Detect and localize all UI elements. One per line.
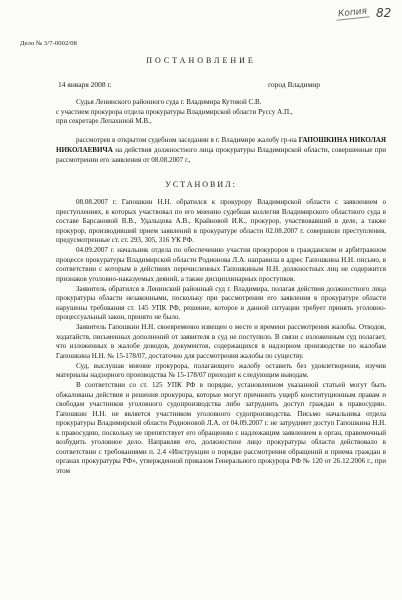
document-date: 14 января 2008 г.: [58, 80, 112, 89]
intro-block: [56, 98, 386, 165]
judge-line: Судья Ленинского районного суда г. Владимира Кутовой С.В.: [76, 98, 262, 106]
paragraph: Суд, выслушав мнение прокурора, полагающего жалобу оставить без удовлетворения, изучив материалы надзорного производства № 15-178/07 приходит к следующим выводам.: [56, 361, 386, 379]
section-heading: УСТАНОВИЛ:: [165, 180, 237, 189]
case-number: Дело № 3/7-0002/08: [20, 40, 77, 47]
document-city: город Владимир: [268, 80, 321, 89]
applicant-name: ГАПОШКИНА НИКОЛАЯ НИКОЛАЕВИЧА: [56, 136, 386, 154]
secretary-line: при секретаре Лепахиной М.В.,: [56, 117, 152, 126]
paragraph: 08.08.2007 г. Гапошкин Н.Н. обратился к прокурору Владимирской области с заявлением о преступлениях, в которых участвовал по его мнению судебная коллегия Владимирского областного суда в составе Барсановой В.В., Удальцова А.В., Крайновой И.К., прокурор, участвовавший в деле, а также прокурор, производивший прием заявлений в прокуратуре области 02.08.2007 г. совершили преступления, предусмотренные ст. ст. 293, 305, 316 УК РФ.: [56, 198, 386, 244]
document-title: ПОСТАНОВЛЕНИЕ: [146, 56, 256, 65]
considered-prefix: рассмотрев в открытом судебном заседании в г. Владимире жалобу гр-на: [76, 136, 299, 145]
considered-paragraph: [56, 136, 386, 165]
paragraph: Заявитель Гапошкин Н.Н. своевременно извещен о месте и времени рассмотрения жалобы. Отводов, ходатайств, письменных дополнений от заявителя в суд не поступило. В связи с изложенным суд полагает, что изложенных в жалобе доводов, документов, содержащихся в надзорном производстве по жалобам Гапошкина Н.Н. № 15-178/07, достаточно для рассмотрения жалобы по существу.: [56, 323, 386, 360]
paragraph: Заявитель обратился в Ленинский районный суд г. Владимира, полагая действия должностного лица прокуратуры области незаконными, поскольку при рассмотрении его заявления в прокуратуре области нарушены требования ст. 145 УПК РФ, решение, которое в данной ситуации требует принять уголовно-процессуальный закон, принято не было.: [56, 284, 386, 321]
copy-stamp: Копия: [336, 6, 370, 20]
considered-suffix: на действия должностного лица прокуратуры Владимирской области, совершенные при рассмотрении его заявления от 08.08.2007 г.,: [56, 145, 386, 164]
handwritten-page-number: 82: [376, 6, 392, 20]
main-text: [56, 198, 386, 476]
paragraph: 04.09.2007 г. начальник отдела по обеспечению участия прокуроров в гражданском и арбитражном процессе прокуратуры Владимирской области Родионова Л.А. направила в адрес Гапошкина Н.Н. письмо, в соответствии с которым в действиях перечисленных Гапошкиным Н.Н. должностных лиц не содержится признаков уголовно-наказуемых деяний, а также дисциплинарных проступков.: [56, 246, 386, 283]
paragraph: В соответствии со ст. 125 УПК РФ в порядке, установленном указанной статьей могут быть обжалованы действия и решения прокурора, которые могут причинить ущерб конституционным правам и свободам участников уголовного судопроизводства либо затруднить доступ граждан к правосудию. Гапошкин Н.Н. не является участником уголовного судопроизводства. Письмо начальника отдела прокуратуры Владимирской области Родионовой Л.А. от 04.09.2007 г. не затрудняет доступ Гапошкина Н.Н. к правосудию, поскольку не препятствует его обращению с надлежащим заявлением в орган, правомочный возбудить уголовное дело. Направляя его, должностное лицо прокуратуры области действовало в соответствии с требованиями п. 2.4 «Инструкции о порядке рассмотрения обращений и приема граждан в органах прокуратуры РФ», утвержденной приказом Генерального прокурора РФ № 120 от 26.12.2006 г., при этом: [56, 381, 386, 475]
prosecutor-line: с участием прокурора отдела прокуратуры Владимирской области Руссу А.П.,: [56, 107, 293, 116]
